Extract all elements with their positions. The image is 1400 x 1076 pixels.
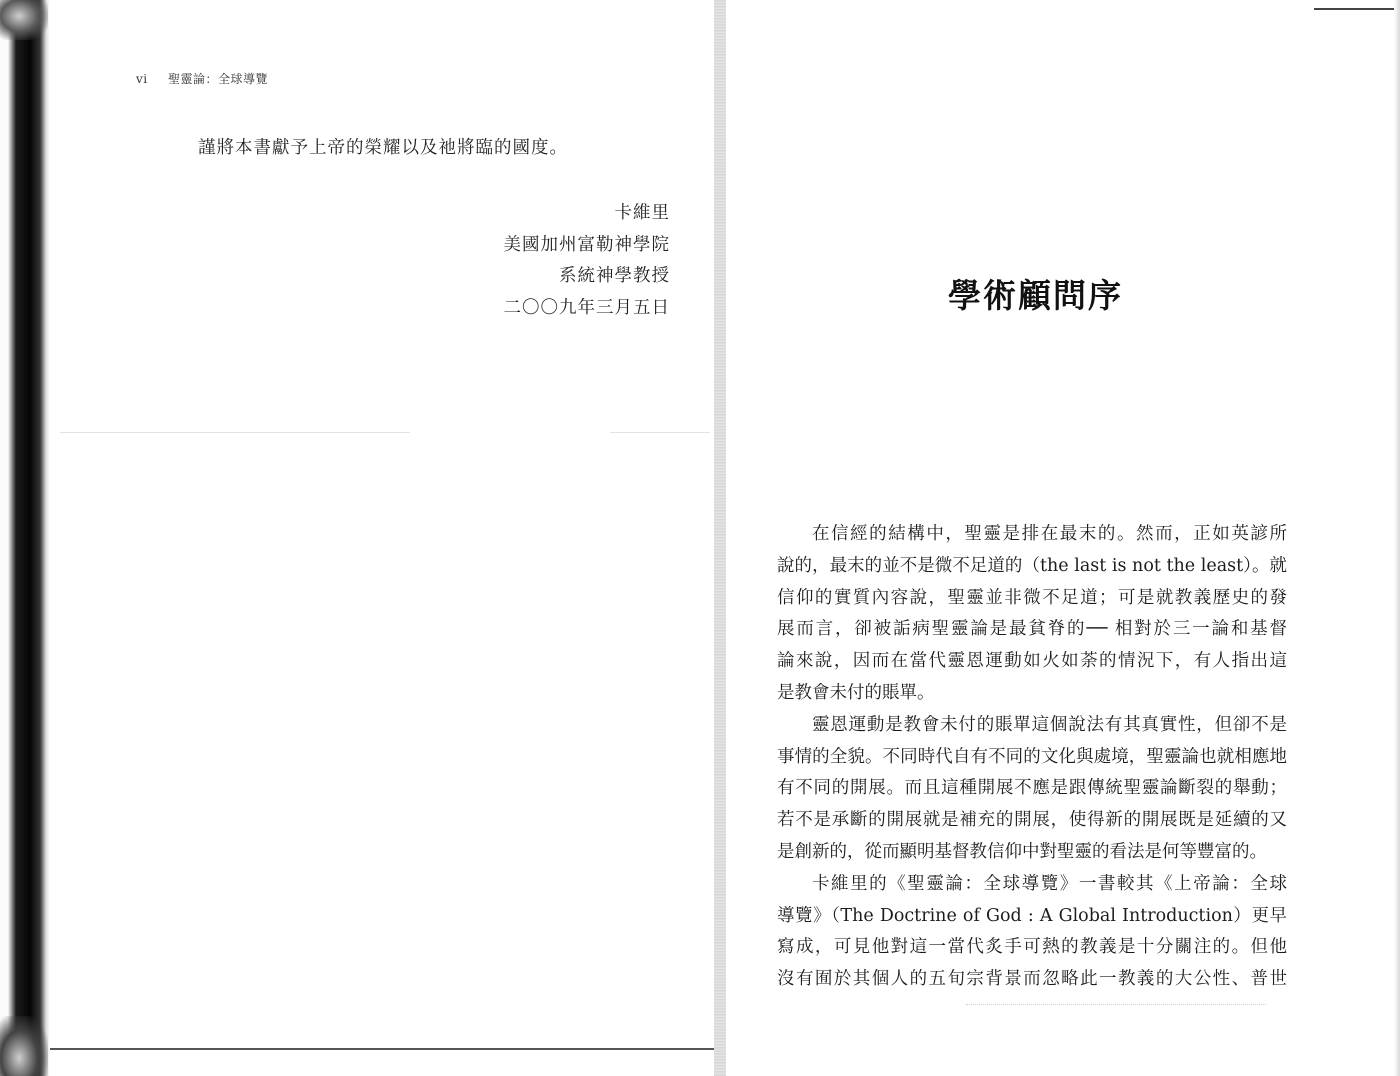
text-line: 有不同的開展。而且這種開展不應是跟傳統聖靈論斷裂的舉動； [777,778,1287,799]
scan-dotted-line [966,1004,1266,1006]
text-line: 卡維里的《聖靈論：全球導覽》一書較其《上帝論：全球 [812,873,1287,894]
text-line: 論來說，因而在當代靈恩運動如火如荼的情況下，有人指出這 [777,651,1287,672]
text-line: 寫成，可見他對這一當代炙手可熱的教義是十分關注的。但他 [777,937,1287,958]
running-head [136,70,268,87]
right-page [726,0,1400,1076]
scan-top-rule [1314,8,1394,10]
text-line: 說的，最末的並不是微不足道的（the last is not the least）。就 [777,555,1287,576]
page-edge-shadow [1394,0,1400,1076]
text-line: 導覽》（The Doctrine of God : A Global Introduction）更早 [777,905,1287,926]
paragraph [777,710,1287,869]
signature-block [504,198,671,324]
scan-artifact-top [0,0,48,40]
scan-artifact-bottom [0,1016,48,1076]
text-line: 在信經的結構中，聖靈是排在最末的。然而，正如英諺所 [812,524,1287,544]
signature-author: 卡維里 [614,203,670,223]
signature-institution: 美國加州富勒神學院 [503,234,670,255]
text-line: 展而言，卻被詬病聖靈論是最貧脊的── 相對於三一論和基督 [777,619,1287,640]
text-line: 信仰的實質內容說，聖靈並非微不足道；可是就教義歷史的發 [777,587,1287,608]
scan-faint-line [610,432,710,433]
text-line: 靈恩運動是教會未付的賬單這個說法有其真實性，但卻不是 [812,714,1287,735]
book-spine-shadow [0,0,50,1076]
signature-position: 系統神學教授 [559,266,670,286]
running-head-title: 聖靈論：全球導覽 [167,72,268,86]
text-line: 沒有囿於其個人的五旬宗背景而忽略此一教義的大公性、普世 [777,969,1287,990]
chapter-title: 學術顧問序 [948,276,1123,315]
body-text [777,519,1287,996]
paragraph [777,519,1287,710]
text-line: 若不是承斷的開展就是補充的開展，使得新的開展既是延續的又 [777,810,1287,831]
text-line: 是創新的，從而顯明基督教信仰中對聖靈的看法是何等豐富的。 [777,841,1267,862]
text-line: 事情的全貌。不同時代自有不同的文化與處境，聖靈論也就相應地 [777,746,1287,767]
dedication-text: 謹將本書獻予上帝的榮耀以及祂將臨的國度。 [198,138,568,158]
paragraph [777,869,1287,996]
page-number: vi [136,72,148,86]
signature-date: 二〇〇九年三月五日 [503,297,670,318]
text-line: 是教會未付的賬單。 [777,682,935,703]
page-bottom-rule [50,1048,714,1050]
scan-faint-line [60,432,410,433]
